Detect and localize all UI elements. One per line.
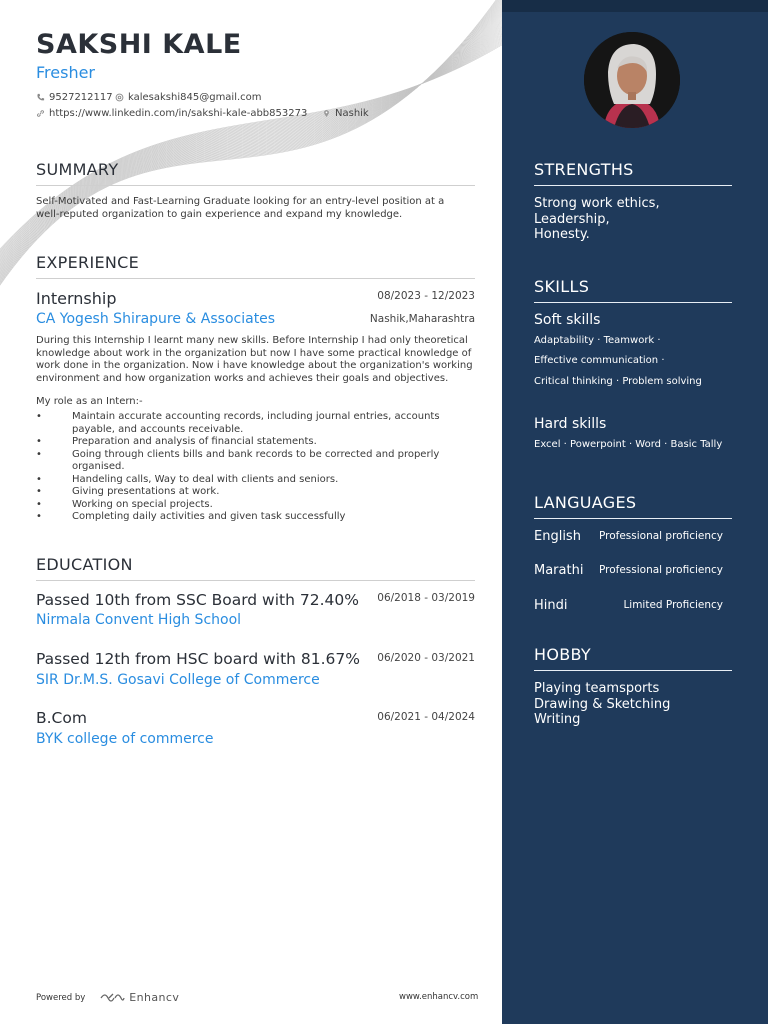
phone-text: 9527212117 bbox=[49, 92, 113, 103]
skills-divider bbox=[534, 302, 732, 303]
powered-by-label: Powered by bbox=[36, 992, 86, 1003]
hard-skills-line: Excel · Powerpoint · Word · Basic Tally bbox=[534, 439, 723, 450]
list-item: • Maintain accurate accounting records, including journal entries, accounts payable, and accounts receivable. bbox=[36, 411, 476, 436]
footer-powered-by bbox=[36, 991, 179, 1004]
education-school: BYK college of commerce bbox=[36, 731, 214, 747]
languages-divider bbox=[534, 518, 732, 519]
candidate-role: Fresher bbox=[36, 63, 96, 82]
location-pin-icon bbox=[322, 109, 331, 118]
job-company: CA Yogesh Shirapure & Associates bbox=[36, 311, 276, 327]
education-degree: Passed 12th from HSC board with 81.67% bbox=[36, 650, 360, 668]
job-description: During this Internship I learnt many new skills. Before Internship I had only theoretical knowledge about work in the organization but now I have some practical knowledge of work done in the organization. Now i have knowledge about the organization's working environment and how organization works and achieves their goals and objectives. bbox=[36, 335, 473, 384]
education-dates: 06/2018 - 03/2019 bbox=[377, 592, 475, 604]
job-location: Nashik,Maharashtra bbox=[369, 313, 475, 325]
hobby-item: Writing bbox=[534, 712, 581, 727]
strength-item: Strong work ethics, bbox=[534, 196, 660, 211]
candidate-name: SAKSHI KALE bbox=[36, 29, 242, 60]
hobby-item: Drawing & Sketching bbox=[534, 696, 671, 712]
hobby-divider bbox=[534, 670, 732, 671]
language-name: Marathi bbox=[534, 563, 584, 578]
email-contact[interactable] bbox=[115, 92, 262, 103]
profile-photo-image bbox=[584, 32, 680, 128]
strength-item: Honesty. bbox=[534, 227, 590, 242]
footer-website[interactable]: www.enhancv.com bbox=[399, 992, 479, 1002]
education-divider bbox=[36, 580, 475, 581]
job-bullets bbox=[36, 411, 476, 524]
summary-text: Self-Motivated and Fast-Learning Graduate looking for an entry-level position at a well-reputed organization to gain experience and expand my knowledge. bbox=[36, 196, 445, 220]
profile-photo bbox=[584, 32, 680, 128]
hard-skills-heading: Hard skills bbox=[534, 416, 607, 432]
languages-heading: LANGUAGES bbox=[534, 493, 637, 512]
linkedin-contact[interactable] bbox=[36, 108, 307, 119]
language-name: English bbox=[534, 529, 581, 544]
email-text: kalesakshi845@gmail.com bbox=[128, 92, 262, 103]
education-school: Nirmala Convent High School bbox=[36, 612, 242, 628]
education-dates: 06/2020 - 03/2021 bbox=[377, 652, 475, 664]
linkedin-text: https://www.linkedin.com/in/sakshi-kale-abb853273 bbox=[49, 108, 308, 119]
hobby-list bbox=[534, 681, 670, 728]
enhancv-logo-icon bbox=[99, 992, 125, 1004]
education-heading: EDUCATION bbox=[36, 555, 133, 574]
soft-skills-line: Adaptability · Teamwork · bbox=[534, 335, 661, 346]
sidebar bbox=[502, 0, 768, 1024]
list-item: • Handeling calls, Way to deal with clients and seniors. bbox=[36, 474, 476, 487]
email-icon bbox=[115, 93, 124, 102]
location-text: Nashik bbox=[335, 108, 369, 119]
job-dates: 08/2023 - 12/2023 bbox=[377, 290, 475, 302]
location-contact bbox=[322, 108, 369, 119]
list-item: • Going through clients bills and bank records to be corrected and properly organised. bbox=[36, 449, 476, 474]
experience-divider bbox=[36, 278, 475, 279]
strengths-heading: STRENGTHS bbox=[534, 160, 634, 179]
list-item: • Preparation and analysis of financial statements. bbox=[36, 436, 476, 449]
education-school: SIR Dr.M.S. Gosavi College of Commerce bbox=[36, 672, 320, 688]
language-name: Hindi bbox=[534, 598, 568, 613]
soft-skills-heading: Soft skills bbox=[534, 312, 601, 328]
enhancv-logo-text: Enhancv bbox=[129, 991, 180, 1004]
summary-heading: SUMMARY bbox=[36, 160, 119, 179]
language-level: Professional proficiency bbox=[598, 564, 723, 576]
list-item: • Giving presentations at work. bbox=[36, 486, 476, 499]
link-icon bbox=[36, 109, 45, 118]
job-title: Internship bbox=[36, 289, 117, 308]
summary-divider bbox=[36, 185, 475, 186]
enhancv-logo[interactable] bbox=[99, 991, 179, 1004]
strength-item: Leadership, bbox=[534, 211, 610, 227]
hobby-heading: HOBBY bbox=[534, 645, 591, 664]
sidebar-top-bar bbox=[502, 0, 768, 12]
hobby-item: Playing teamsports bbox=[534, 681, 660, 696]
experience-heading: EXPERIENCE bbox=[36, 253, 140, 272]
phone-icon bbox=[36, 93, 45, 102]
language-level: Professional proficiency bbox=[598, 530, 723, 542]
strengths-list bbox=[534, 196, 660, 243]
strengths-divider bbox=[534, 185, 732, 186]
soft-skills-line: Effective communication · bbox=[534, 355, 665, 366]
education-dates: 06/2021 - 04/2024 bbox=[377, 711, 475, 723]
skills-heading: SKILLS bbox=[534, 277, 590, 296]
education-degree: Passed 10th from SSC Board with 72.40% bbox=[36, 591, 359, 609]
language-level: Limited Proficiency bbox=[623, 599, 723, 611]
list-item: • Completing daily activities and given task successfully bbox=[36, 511, 476, 524]
job-intro: My role as an Intern:- bbox=[36, 396, 143, 407]
list-item: • Working on special projects. bbox=[36, 499, 476, 512]
education-degree: B.Com bbox=[36, 709, 87, 727]
phone-contact[interactable] bbox=[36, 92, 113, 103]
soft-skills-line: Critical thinking · Problem solving bbox=[534, 376, 702, 387]
